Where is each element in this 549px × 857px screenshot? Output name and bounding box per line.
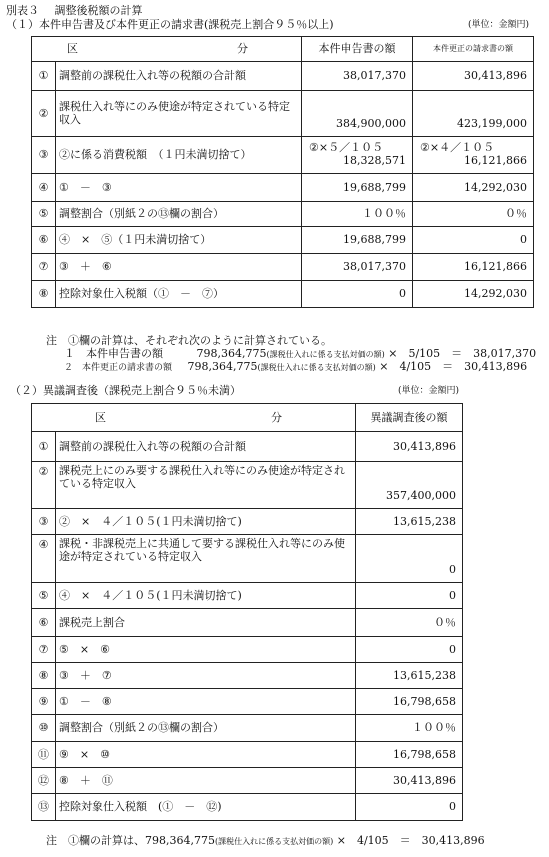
- table1-col2-header: 本件更正の請求書の額: [413, 37, 534, 62]
- table-row: ⑨ ① － ⑧ 16,798,658: [32, 689, 463, 715]
- table-row: ⑫ ⑧ ＋ ⑪ 30,413,896: [32, 768, 463, 794]
- table-row: ⑧ 控除対象仕入税額（① － ⑦） 0 14,292,030: [32, 281, 534, 308]
- table-row: ⑪ ⑨ × ⑩ 16,798,658: [32, 742, 463, 768]
- table-row: ② 課税仕入れ等にのみ使途が特定されている特定収入 384,900,000 423,199,000: [32, 91, 534, 137]
- section1-title: （１）本件申告書及び本件更正の請求書(課税売上割合９５％以上): [6, 18, 334, 31]
- section2-unit: (単位：金額円): [398, 386, 460, 396]
- table-row: ⑩ 調整割合（別紙２の⑬欄の割合） １００％: [32, 715, 463, 742]
- table-row: ③ ②に係る消費税額 （１円未満切捨て） ②×５／１０５ 18,328,571 ②×４／１０５ 16,121,866: [32, 137, 534, 174]
- table-row: ① 調整前の課税仕入れ等の税額の合計額 38,017,370 30,413,896: [32, 62, 534, 91]
- table2-kubun-header: 区 分: [32, 404, 356, 432]
- table-row: ① 調整前の課税仕入れ等の税額の合計額 30,413,896: [32, 432, 463, 462]
- section2-title: （２）異議調査後（課税売上割合９５％未満）: [10, 384, 241, 397]
- table-row: ⑦ ③ ＋ ⑥ 38,017,370 16,121,866: [32, 254, 534, 281]
- table-row: ④ ① － ③ 19,688,799 14,292,030: [32, 174, 534, 202]
- table-row: ⑥ 課税売上割合 ０％: [32, 609, 463, 637]
- table-section1: [31, 36, 534, 308]
- table-row: ⑧ ③ ＋ ⑦ 13,615,238: [32, 663, 463, 689]
- table-row: ⑬ 控除対象仕入税額 (① － ⑫) 0: [32, 794, 463, 821]
- table-row: ② 課税売上にのみ要する課税仕入れ等にのみ使途が特定されている特定収入 357,400,000: [32, 462, 463, 509]
- table-row: ⑤ ④ × ４／１０５(１円未満切捨て) 0: [32, 583, 463, 609]
- table-section2: [31, 403, 463, 821]
- table2-col1-header: 異議調査後の額: [356, 404, 463, 432]
- section1-unit: (単位：金額円): [468, 20, 530, 30]
- table-row: ④ 課税・非課税売上に共通して要する課税仕入れ等にのみ使途が特定されている特定収入 0: [32, 535, 463, 583]
- note1-line2: ２ 本件更正の請求書の額 798,364,775(課税仕入れに係る支払対価の額) × 4/105 ＝ 30,413,896: [64, 360, 528, 373]
- note1-line1: １ 本件申告書の額 798,364,775(課税仕入れに係る支払対価の額) × 5/105 ＝ 38,017,370: [64, 347, 537, 360]
- note1-lead: 注 ①欄の計算は、それぞれ次のように計算されている。: [46, 334, 332, 347]
- table-row: ⑥ ④ × ⑤（１円未満切捨て） 19,688,799 0: [32, 227, 534, 254]
- note2: 注 ①欄の計算は、798,364,775(課税仕入れに係る支払対価の額) × 4/105 ＝ 30,413,896: [46, 834, 485, 847]
- table-row: ⑤ 調整割合（別紙２の⑬欄の割合） １００％ ０％: [32, 202, 534, 227]
- table-row: ③ ② × ４／１０５(１円未満切捨て) 13,615,238: [32, 509, 463, 535]
- table-row: ⑦ ⑤ × ⑥ 0: [32, 637, 463, 663]
- page-title: 調整後税額の計算: [54, 4, 143, 17]
- appendix-label: [6, 4, 143, 17]
- table1-kubun-header: 区 分: [32, 37, 302, 62]
- table1-header-row: [32, 37, 534, 62]
- table1-col1-header: 本件申告書の額: [302, 37, 413, 62]
- appendix-number: 別表３: [6, 4, 39, 17]
- table2-header-row: [32, 404, 463, 432]
